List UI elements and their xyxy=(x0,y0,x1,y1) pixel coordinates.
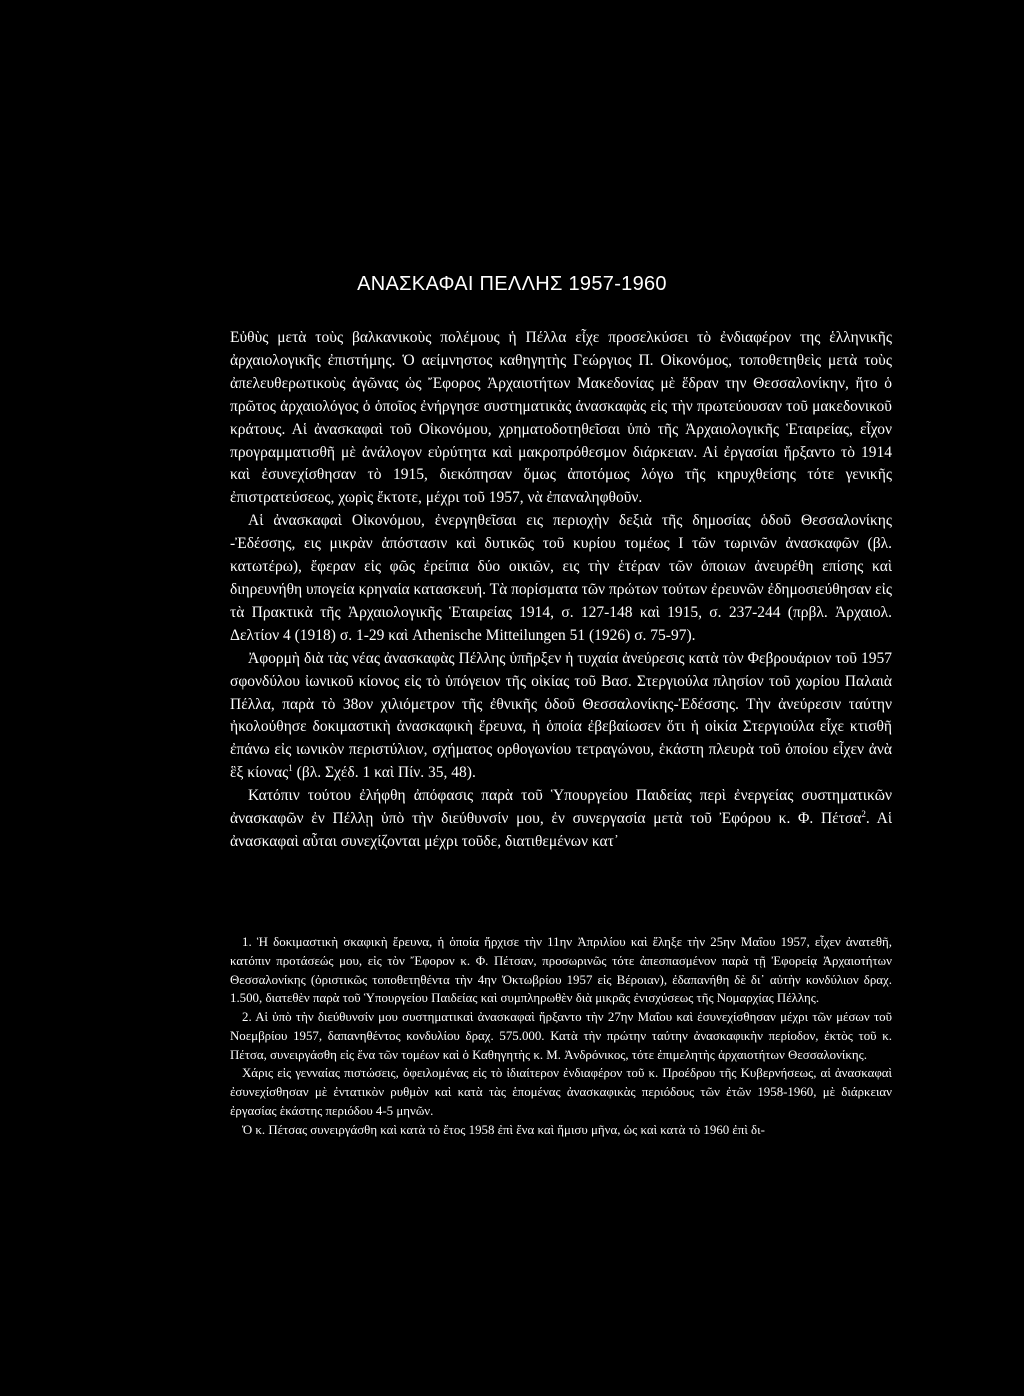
footnote: 1. Ἡ δοκιμαστικὴ σκαφικὴ ἔρευνα, ἡ ὁποία ἤρχισε τὴν 11ην Ἀπριλίου καὶ ἔληξε τὴν 25ην Μαΐου 1957, εἶχεν ἀνατεθῆ, κατόπιν προτάσεώς μου, εἰς τὸν Ἔφορον κ. Φ. Πέτσαν, προσωρινῶς τότε ἀπεσπασμένον παρὰ τῇ Ἐφορείᾳ Ἀρχαιοτήτων Θεσσαλονίκης (ὀριστικῶς τοποθετηθέντα τὴν 4ην Ὀκτωβρίου 1957 εἰς Βέροιαν), ἐδαπανήθη δὲ δι᾽ αὐτὴν κονδύλιον δραχ. 1.500, διατεθὲν παρὰ τοῦ Ὑπουργείου Παιδείας καὶ συμπληρωθὲν διὰ μικρᾶς ἐνισχύσεως τῆς Νομαρχίας Πέλλης. xyxy=(230,935,892,1006)
page-title: ΑΝΑΣΚΑΦΑΙ ΠΕΛΛΗΣ 1957-1960 xyxy=(357,273,667,295)
footnote: Χάρις εἰς γενναίας πιστώσεις, ὀφειλομένας εἰς τὸ ἰδιαίτερον ἐνδιαφέρον τοῦ κ. Προέδρου τῆς Κυβερνήσεως, αἱ ἀνασκαφαὶ ἐσυνεχίσθησαν μὲ ἐντατικὸν ρυθμὸν καὶ κατὰ τὰς ἑπομένας ἀνασκαφικὰς περιόδους τῶν ἐτῶν 1958-1960, μὲ διάρκειαν ἐργασίας ἑκάστης περιόδου 4-5 μηνῶν. xyxy=(230,1066,892,1118)
paragraph-text: Κατόπιν τούτου ἐλήφθη ἀπόφασις παρὰ τοῦ Ὑπουργείου Παιδείας περὶ ἐνεργείας συστηματικῶν ἀνασκαφῶν ἐν Πέλλῃ ὑπὸ τὴν διεύθυνσίν μου, ἐν συνεργασία μετὰ τοῦ Ἐφόρου κ. Φ. Πέτσα xyxy=(230,787,892,828)
paragraph-text-continued: . Αἱ ἀνασκαφαὶ αὗται συνεχίζονται μέχρι τοῦδε, διατιθεμένων κατ᾽ xyxy=(230,810,892,850)
paragraph-text-continued: (βλ. Σχέδ. 1 καὶ Πίν. 35, 48). xyxy=(292,764,476,782)
paragraph xyxy=(230,510,892,647)
paragraph-text: Ἀφορμὴ διὰ τὰς νέας ἀνασκαφὰς Πέλλης ὑπῆρξεν ἡ τυχαία ἀνεύρεσις κατὰ τὸν Φεβρουάριον τοῦ 1957 σφονδύλου ἰωνικοῦ κίονος εἰς τὸ ὑπόγειον τῆς οἰκίας τοῦ Βασ. Στεργιούλα πλησίον τοῦ χωρίου Παλαιὰ Πέλλα, παρὰ τὸ 38ον χιλιόμετρον τῆς ἐθνικῆς ὁδοῦ Θεσσαλονίκης-Ἐδέσσης. Τὴν ἀνεύρεσιν ταύτην ἠκολούθησε δοκιμαστικὴ ἀνασκαφικὴ ἔρευνα, ἡ ὁποία ἐβεβαίωσεν ὅτι ἡ οἰκία Στεργιούλα εἶχε κτισθῆ ἐπάνω εἰς ιωνικὸν περιστύλιον, σχήματος ορθογωνίου τετραγώνου, ἑκάστη πλευρὰ τοῦ ὁποίου εἶχεν ἀνὰ ἓξ κίονας xyxy=(230,649,892,782)
paragraph-text: Αἱ ἀνασκαφαὶ Οἰκονόμου, ἐνεργηθεῖσαι εις περιοχὴν δεξιὰ τῆς δημοσίας ὁδοῦ Θεσσαλονίκης -Ἐδέσσης, εις μικρὰν ἀπόστασιν καὶ δυτικῶς τοῦ κυρίου τομέως Ι τῶν τωρινῶν ἀνασκαφῶν (βλ. κατωτέρω), ἔφεραν εἰς φῶς ἐρείπια δύο οικιῶν, εις τὴν ἑτέραν τῶν ὁποιων ἀνευρέθη επίσης καὶ διηρευνήθη υπογεία κρηναία κατασκευή. Τὰ πορίσματα τῶν πρώτων τούτων ἐρευνῶν ἐδημοσιεύθησαν εἰς τὰ Πρακτικὰ τῆς Ἀρχαιολογικῆς Ἑταιρείας 1914, σ. 127-148 καὶ 1915, σ. 237-244 (πρβλ. Ἀρχαιολ. Δελτίον 4 (1918) σ. 1-29 καὶ Athenische Mitteilungen 51 (1926) σ. 75-97). xyxy=(230,512,892,644)
footnote-ref: 1 xyxy=(288,763,293,774)
body-text xyxy=(230,327,892,854)
footnote: Ὁ κ. Πέτσας συνειργάσθη καὶ κατὰ τὸ ἔτος 1958 ἐπὶ ἕνα καὶ ἥμισυ μῆνα, ὡς καὶ κατὰ τὸ 1960 ἐπὶ δι- xyxy=(242,1122,765,1137)
paragraph xyxy=(230,327,892,510)
paragraph xyxy=(230,785,892,854)
paragraph xyxy=(230,648,892,785)
paragraph-text: Εὐθὺς μετὰ τοὺς βαλκανικοὺς πολέμους ἡ Πέλλα εἶχε προσελκύσει τὸ ἐνδιαφέρον της ἑλληνικῆς ἀρχαιολογικῆς ἐπιστήμης. Ὁ αείμνηστος καθηγητὴς Γεώργιος Π. Οἰκονόμος, τοποθετηθεὶς μετὰ τοὺς ἀπελευθερωτικοὺς ἀγῶνας ὡς Ἔφορος Ἀρχαιοτήτων Μακεδονίας μὲ ἕδραν την Θεσσαλονίκην, ἤτο ὁ πρῶτος ἀρχαιολόγος ὁ ὁποῖος ἐνήργησε συστηματικὰς ἀνασκαφὰς εἰς τὴν πρωτεύουσαν τοῦ μακεδονικοῦ κράτους. Αἱ ἀνασκαφαὶ τοῦ Οἰκονόμου, χρηματοδοτηθεῖσαι ὑπὸ τῆς Ἀρχαιολογικῆς Ἑταιρείας, εἶχον προγραμματισθῆ μὲ ἀνάλογον εὐρύτητα καὶ μακροπρόθεσμον διάρκειαν. Αἱ ἐργασίαι ἤρξαντο τὸ 1914 καὶ ἐσυνεχίσθησαν τὸ 1915, διεκόπησαν ὅμως ἀποτόμως λόγω τῆς κηρυχθείσης τότε γενικῆς ἐπιστρατεύσεως, χωρὶς ἔκτοτε, μέχρι τοῦ 1957, νὰ ἐπαναληφθοῦν. xyxy=(230,329,892,507)
footnote: 2. Αἱ ὑπὸ τὴν διεύθυνσίν μου συστηματικαὶ ἀνασκαφαὶ ἤρξαντο τὴν 27ην Μαΐου καὶ ἐσυνεχίσθησαν μέχρι τῶν μέσων τοῦ Νοεμβρίου 1957, δαπανηθέντος κονδυλίου δραχ. 575.000. Κατὰ τὴν πρώτην ταύτην ἀνασκαφικὴν περίοδον, ἐκτὸς τοῦ κ. Πέτσα, συνειργάσθη εἰς ἕνα τῶν τομέων καὶ ὁ Καθηγητὴς κ. Μ. Ἀνδρόνικος, τότε ἐπιμελητὴς ἀρχαιοτήτων Θεσσαλονίκης. xyxy=(230,1010,892,1062)
footnote-ref: 2 xyxy=(861,808,866,819)
footnotes xyxy=(230,933,892,1139)
